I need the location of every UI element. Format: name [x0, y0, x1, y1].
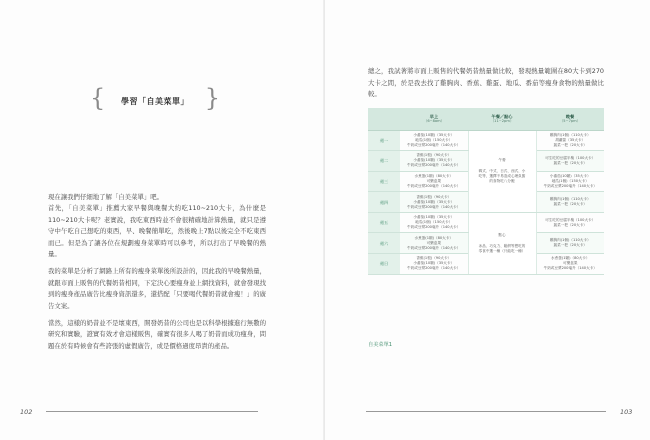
body-text-block	[48, 192, 266, 358]
menu-item: 雞胸肉(1個)（110大卡）	[549, 197, 591, 202]
menu-item: 水煮蛋(1顆)（80大卡）	[414, 173, 453, 178]
evening-cell	[536, 233, 604, 254]
evening-cell	[536, 192, 604, 213]
menu-item: 雞胸肉(1個)（110大卡）	[549, 132, 591, 137]
menu-item: 小番茄(10顆)（35大卡）	[413, 261, 455, 266]
menu-item: 蔬菜一把（20大卡）	[553, 222, 587, 227]
menu-item: 牛奶或豆漿200毫升（140大卡）	[407, 225, 461, 230]
day-cell: 週一	[368, 130, 400, 151]
morning-cell	[400, 151, 468, 172]
header-day	[368, 108, 400, 130]
menu-item: 可樂盒果	[426, 178, 441, 183]
day-cell: 週六	[368, 233, 400, 254]
lunch-title: 午餐	[498, 158, 506, 163]
day-cell: 週日	[368, 254, 400, 275]
header-morning: 早上 （6~8am）	[400, 108, 468, 130]
day-cell: 週三	[368, 171, 400, 192]
section-heading	[90, 84, 220, 114]
intro-paragraph: 總之，我試著將市面上販售的代餐奶昔熱量做比較，發現熱量範圍在80大卡到270大卡之間，於是我去找了雞胸肉、香蕉、雞蛋、地瓜、番茄等瘦身食物的熱量做比較。	[368, 67, 604, 99]
morning-cell	[400, 212, 468, 233]
menu-item: 牛奶或豆漿200毫升（140大卡）	[407, 183, 461, 188]
morning-cell	[400, 171, 468, 192]
menu-item: 牛奶或豆漿200毫升（140大卡）	[407, 204, 461, 209]
day-cell: 週二	[368, 151, 400, 172]
menu-item: 香蕉(1根)（90大卡）	[416, 256, 452, 261]
menu-item: 可生吃的豆腐半塊（100大卡）	[545, 155, 596, 160]
menu-item: 牛奶或豆漿200毫升（140大卡）	[407, 142, 461, 147]
paragraph: 當然，這樣的奶昔並不是壞東西，開發奶昔的公司也是以科學根據進行無數的研究和實驗，證實有效才會這樣販售，確實有很多人喝了奶昔而成功瘦身，問題在於有時候會有些誇張的虛假廣告，或是價格過度昂貴的產品。	[48, 319, 266, 350]
menu-item: 牛奶或豆漿200毫升（140大卡）	[407, 266, 461, 271]
paragraph: 我的菜單是分析了網路上所有的瘦身菜單後所設計的，因此我的早晚餐熱量，就跟市面上販售的代餐奶昔相同，下定決心要瘦身並上網找資料，就會發現找到的瘦身產品廣告比瘦身資訊還多，還搭配「只要喝代餐奶昔就會瘦！」的廣告文案。	[48, 267, 266, 310]
menu-item: 香蕉(1根)（90大卡）	[416, 194, 452, 199]
table-row	[368, 130, 604, 151]
menu-item: 可樂盒果	[426, 240, 441, 245]
lunch-text: 韓式、中式、日式、西式、小吃等，選擇不易造成心理負擔的食物吃八分飽	[478, 169, 526, 184]
right-brace-icon: }	[204, 84, 220, 112]
menu-item: 牛奶或豆漿200毫升（140大卡）	[407, 245, 461, 250]
page-number: 103	[620, 408, 633, 416]
menu-item: 胡蘿蔔（35大卡）	[555, 137, 586, 142]
footer-rule	[46, 411, 258, 412]
menu-item: 可樂盒果	[563, 261, 578, 266]
menu-item: 蔬菜一把（20大卡）	[553, 142, 587, 147]
lunch-cell	[468, 212, 536, 274]
menu-item: 小番茄(10顆)（35大卡）	[549, 173, 591, 178]
evening-cell	[536, 151, 604, 172]
morning-cell	[400, 192, 468, 213]
day-cell: 週五	[368, 212, 400, 233]
menu-item: 雞胸肉(1個)（110大卡）	[549, 238, 591, 243]
menu-item: 蔬菜一把（20大卡）	[553, 243, 587, 248]
evening-cell	[536, 130, 604, 151]
footer-rule	[366, 411, 606, 412]
menu-item: 牛奶或豆漿200毫升（140大卡）	[543, 183, 597, 188]
header-evening: 晚餐 （5~7pm）	[536, 108, 604, 130]
menu-item: 香蕉(1根)（90大卡）	[416, 153, 452, 158]
menu-item: 可生吃的豆腐半塊（100大卡）	[545, 217, 596, 222]
menu-item: 水煮蛋(1顆)（80大卡）	[551, 256, 590, 261]
morning-cell	[400, 254, 468, 275]
menu-item: 蔬菜一把（20大卡）	[553, 160, 587, 165]
table-row	[368, 212, 604, 233]
morning-cell	[400, 130, 468, 151]
table-header-row	[368, 108, 604, 130]
left-brace-icon: {	[90, 84, 106, 112]
menu-item: 蔬菜一把（20大卡）	[553, 202, 587, 207]
menu-item: 牛奶或豆漿200毫升（140大卡）	[543, 266, 597, 271]
evening-cell	[536, 212, 604, 233]
menu-item: 牛奶或豆漿200毫升（140大卡）	[407, 163, 461, 168]
menu-item: 地瓜(1個)（150大卡）	[415, 137, 453, 142]
heading-text: 學習「自美菜單」	[121, 96, 189, 106]
lunch-text: 冰品、巧克力、鬆餅等想吃的零食中選一種（只能吃一種）	[478, 243, 526, 253]
paragraph: 現在讓我們仔細地了解「自美菜單」吧。	[48, 193, 164, 201]
day-cell: 週四	[368, 192, 400, 213]
menu-item: 小番茄(10顆)（35大卡）	[413, 215, 455, 220]
menu-item: 水煮蛋(1顆)（80大卡）	[414, 235, 453, 240]
menu-item: 小番茄(10顆)（35大卡）	[413, 158, 455, 163]
menu-item: 小番茄(10顆)（35大卡）	[413, 132, 455, 137]
paragraph: 首先，「自美菜單」推薦大家早餐與晚餐大約吃110~210大卡，為什麼是110~210大卡呢？老實說，我吃東西時並不會很精確地計算熱量，就只是遵守中午吃自己想吃的東西，早、晚餐簡單吃，然後晚上7點以後完全不吃東西而已。但是為了讓各位在規劃瘦身菜單時可以參考，所以打出了早晚餐的熱量。	[48, 204, 266, 259]
page-number: 102	[20, 408, 33, 416]
evening-cell	[536, 254, 604, 275]
menu-item: 地瓜(1個)（150大卡）	[551, 178, 589, 183]
morning-cell	[400, 233, 468, 254]
table-caption: 自美菜單1	[368, 342, 393, 348]
menu-table	[368, 108, 604, 275]
header-lunch: 午餐／點心 （11~2pm）	[468, 108, 536, 130]
evening-cell	[536, 171, 604, 192]
lunch-title: 點心	[498, 232, 506, 237]
menu-item: 地瓜(1個)（150大卡）	[415, 220, 453, 225]
menu-item: 小番茄(10顆)（35大卡）	[413, 199, 455, 204]
lunch-cell	[468, 130, 536, 212]
